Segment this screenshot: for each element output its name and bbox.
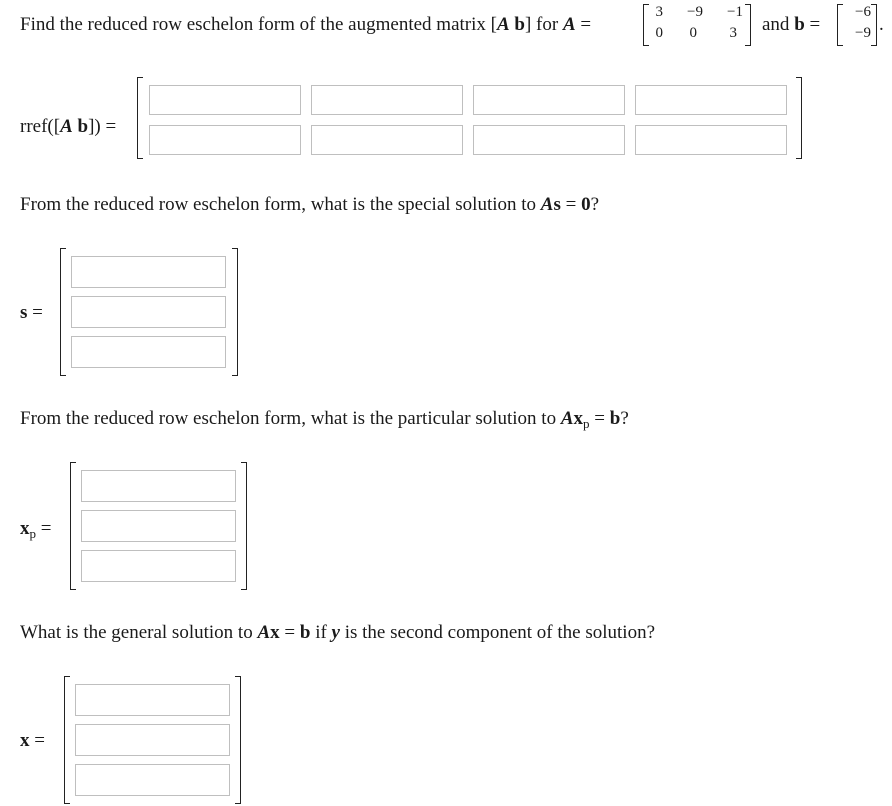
rref-cell-1-2[interactable] — [311, 85, 463, 115]
q4-text-a: What is the general solution to — [20, 622, 253, 643]
q4-text-c: is the second component of the solution? — [344, 622, 656, 643]
q1-A-eq: A — [562, 14, 576, 35]
rref-cell-2-4[interactable] — [635, 125, 787, 155]
q1-eq: = — [580, 14, 592, 35]
matrix-A-cell: 0 — [655, 25, 663, 41]
q1-b-eq: b — [794, 14, 805, 35]
xp-left-bracket — [70, 462, 76, 590]
rref-label — [20, 116, 116, 138]
q4-y: y — [331, 622, 340, 643]
rref-prefix: rref([ — [20, 116, 61, 137]
q1-eq2: = — [809, 14, 821, 35]
rref-left-bracket — [137, 77, 143, 159]
xp-component-3[interactable] — [81, 550, 236, 582]
s-label — [20, 302, 43, 324]
s-right-bracket — [232, 248, 238, 376]
x-component-2[interactable] — [75, 724, 230, 756]
s-label-eq: = — [32, 302, 43, 323]
vector-b-right-bracket — [871, 4, 877, 46]
q2-s: s — [553, 194, 561, 215]
q4-eq: = — [284, 622, 296, 643]
xp-label-eq: = — [40, 518, 52, 539]
rref-cell-1-3[interactable] — [473, 85, 625, 115]
rref-matrix — [137, 77, 802, 159]
matrix-A-cell: 0 — [689, 25, 697, 41]
q1-text-b: ] for — [524, 14, 559, 35]
matrix-A-right-bracket — [745, 4, 751, 46]
x-label-eq: = — [34, 730, 45, 751]
q1-A: A — [496, 14, 510, 35]
question-4 — [20, 622, 655, 644]
q4-A: A — [257, 622, 271, 643]
q1-and: and — [762, 14, 790, 35]
xp-right-bracket — [241, 462, 247, 590]
x-right-bracket — [235, 676, 241, 804]
q1-period: . — [879, 14, 884, 35]
matrix-A-cell: −1 — [727, 4, 743, 20]
matrix-A-cell: 3 — [729, 25, 737, 41]
x-label-letter: x — [20, 730, 30, 751]
xp-vector — [70, 462, 247, 590]
s-component-2[interactable] — [71, 296, 226, 328]
rref-suffix: ]) = — [88, 116, 117, 137]
q3-eq: = — [594, 408, 605, 429]
q2-qmark: ? — [590, 194, 600, 215]
rref-cell-2-2[interactable] — [311, 125, 463, 155]
s-vector — [60, 248, 238, 376]
question-2 — [20, 194, 599, 216]
s-left-bracket — [60, 248, 66, 376]
xp-component-1[interactable] — [81, 470, 236, 502]
rref-cell-1-4[interactable] — [635, 85, 787, 115]
x-label — [20, 730, 45, 752]
xp-label-sub: p — [29, 526, 36, 541]
q3-A: A — [560, 408, 574, 429]
q3-text: From the reduced row eschelon form, what is the particular solution to — [20, 408, 557, 429]
s-label-letter: s — [20, 302, 28, 323]
q4-x: x — [270, 622, 280, 643]
x-vector — [64, 676, 241, 804]
rref-cell-1-1[interactable] — [149, 85, 301, 115]
xp-label-letter: x — [20, 518, 30, 539]
q4-b: b — [299, 622, 311, 643]
rref-cell-2-1[interactable] — [149, 125, 301, 155]
matrix-A-cell: −9 — [687, 4, 703, 20]
q4-text-b: if — [315, 622, 327, 643]
rref-A: A — [60, 116, 73, 137]
q3-x: x — [573, 408, 584, 429]
vector-b-cell: −9 — [855, 25, 871, 41]
rref-cell-2-3[interactable] — [473, 125, 625, 155]
q3-qmark: ? — [620, 408, 629, 429]
q2-eq: = — [565, 194, 577, 215]
q2-text: From the reduced row eschelon form, what is the special solution to — [20, 194, 537, 215]
vector-b — [837, 4, 877, 48]
matrix-A — [643, 4, 751, 48]
matrix-A-cell: 3 — [655, 4, 663, 20]
x-component-1[interactable] — [75, 684, 230, 716]
x-component-3[interactable] — [75, 764, 230, 796]
q2-A: A — [540, 194, 554, 215]
s-component-1[interactable] — [71, 256, 226, 288]
q1-and-b — [762, 14, 820, 36]
q1-text-a: Find the reduced row eschelon form of the augmented matrix [ — [20, 14, 497, 35]
rref-b: b — [77, 116, 89, 137]
q2-zero: 0 — [581, 194, 591, 215]
rref-right-bracket — [796, 77, 802, 159]
question-3 — [20, 408, 629, 430]
q3-b: b — [609, 408, 621, 429]
vector-b-cell: −6 — [855, 4, 871, 20]
question-1 — [20, 14, 591, 36]
q1-b: b — [514, 14, 525, 35]
q3-sub: p — [583, 416, 590, 431]
xp-component-2[interactable] — [81, 510, 236, 542]
xp-label — [20, 518, 51, 540]
s-component-3[interactable] — [71, 336, 226, 368]
x-left-bracket — [64, 676, 70, 804]
